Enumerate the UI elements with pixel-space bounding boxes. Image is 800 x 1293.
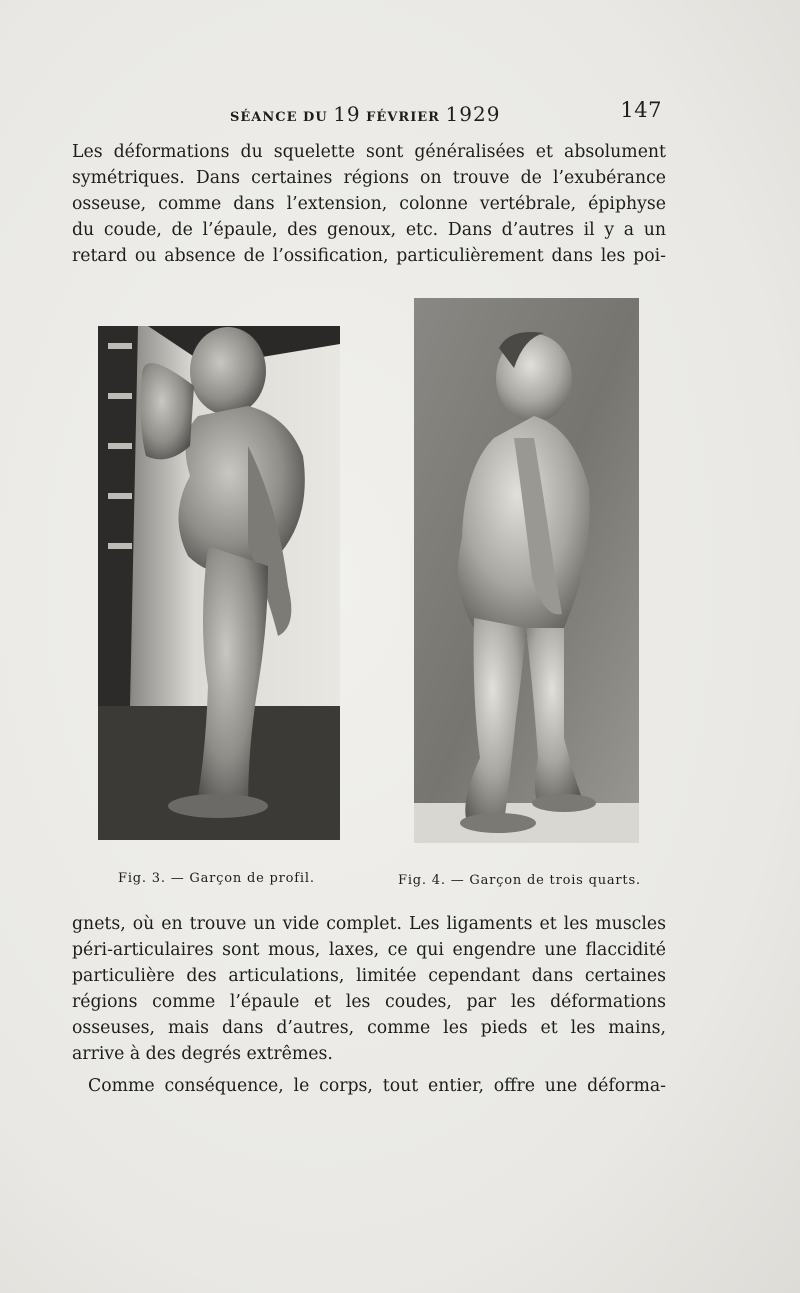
text-line: Comme conséquence, le corps, tout entier, offre une déforma- [88,1076,666,1096]
figure-4-caption: Fig. 4. — Garçon de trois quarts. [398,873,641,888]
paragraph-2 [72,911,666,1067]
text-line: osseuses, mais dans d’autres, comme les pieds et les mains, [72,1018,666,1038]
figure-3-caption: Fig. 3. — Garçon de profil. [118,871,315,886]
text-line: retard ou absence de l’ossification, particulièrement dans les poi- [72,246,666,266]
photo-three-quarter-boy [414,298,639,843]
text-line: Les déformations du squelette sont généralisées et absolument [72,142,666,162]
running-title: SÉANCE DU 19 FÉVRIER 1929 [230,102,501,126]
text-line: symétriques. Dans certaines régions on trouve de l’exubérance [72,168,666,188]
paragraph-3 [88,1073,666,1099]
text-line: gnets, où en trouve un vide complet. Les ligaments et les muscles [72,914,666,934]
text-line: osseuse, comme dans l’extension, colonne vertébrale, épiphyse [72,194,666,214]
text-line: régions comme l’épaule et les coudes, par les déformations [72,992,666,1012]
text-line: arrive à des degrés extrêmes. [72,1044,333,1064]
paragraph-1 [72,139,666,269]
figure-4-photo [414,298,639,843]
running-header [230,98,662,128]
text-line: péri-articulaires sont mous, laxes, ce qui engendre une flaccidité [72,940,666,960]
photo-profile-boy [98,326,340,840]
text-line: particulière des articulations, limitée cependant dans certaines [72,966,666,986]
page-number: 147 [620,98,662,122]
figure-3-photo [98,326,340,840]
text-line: du coude, de l’épaule, des genoux, etc. Dans d’autres il y a un [72,220,666,240]
